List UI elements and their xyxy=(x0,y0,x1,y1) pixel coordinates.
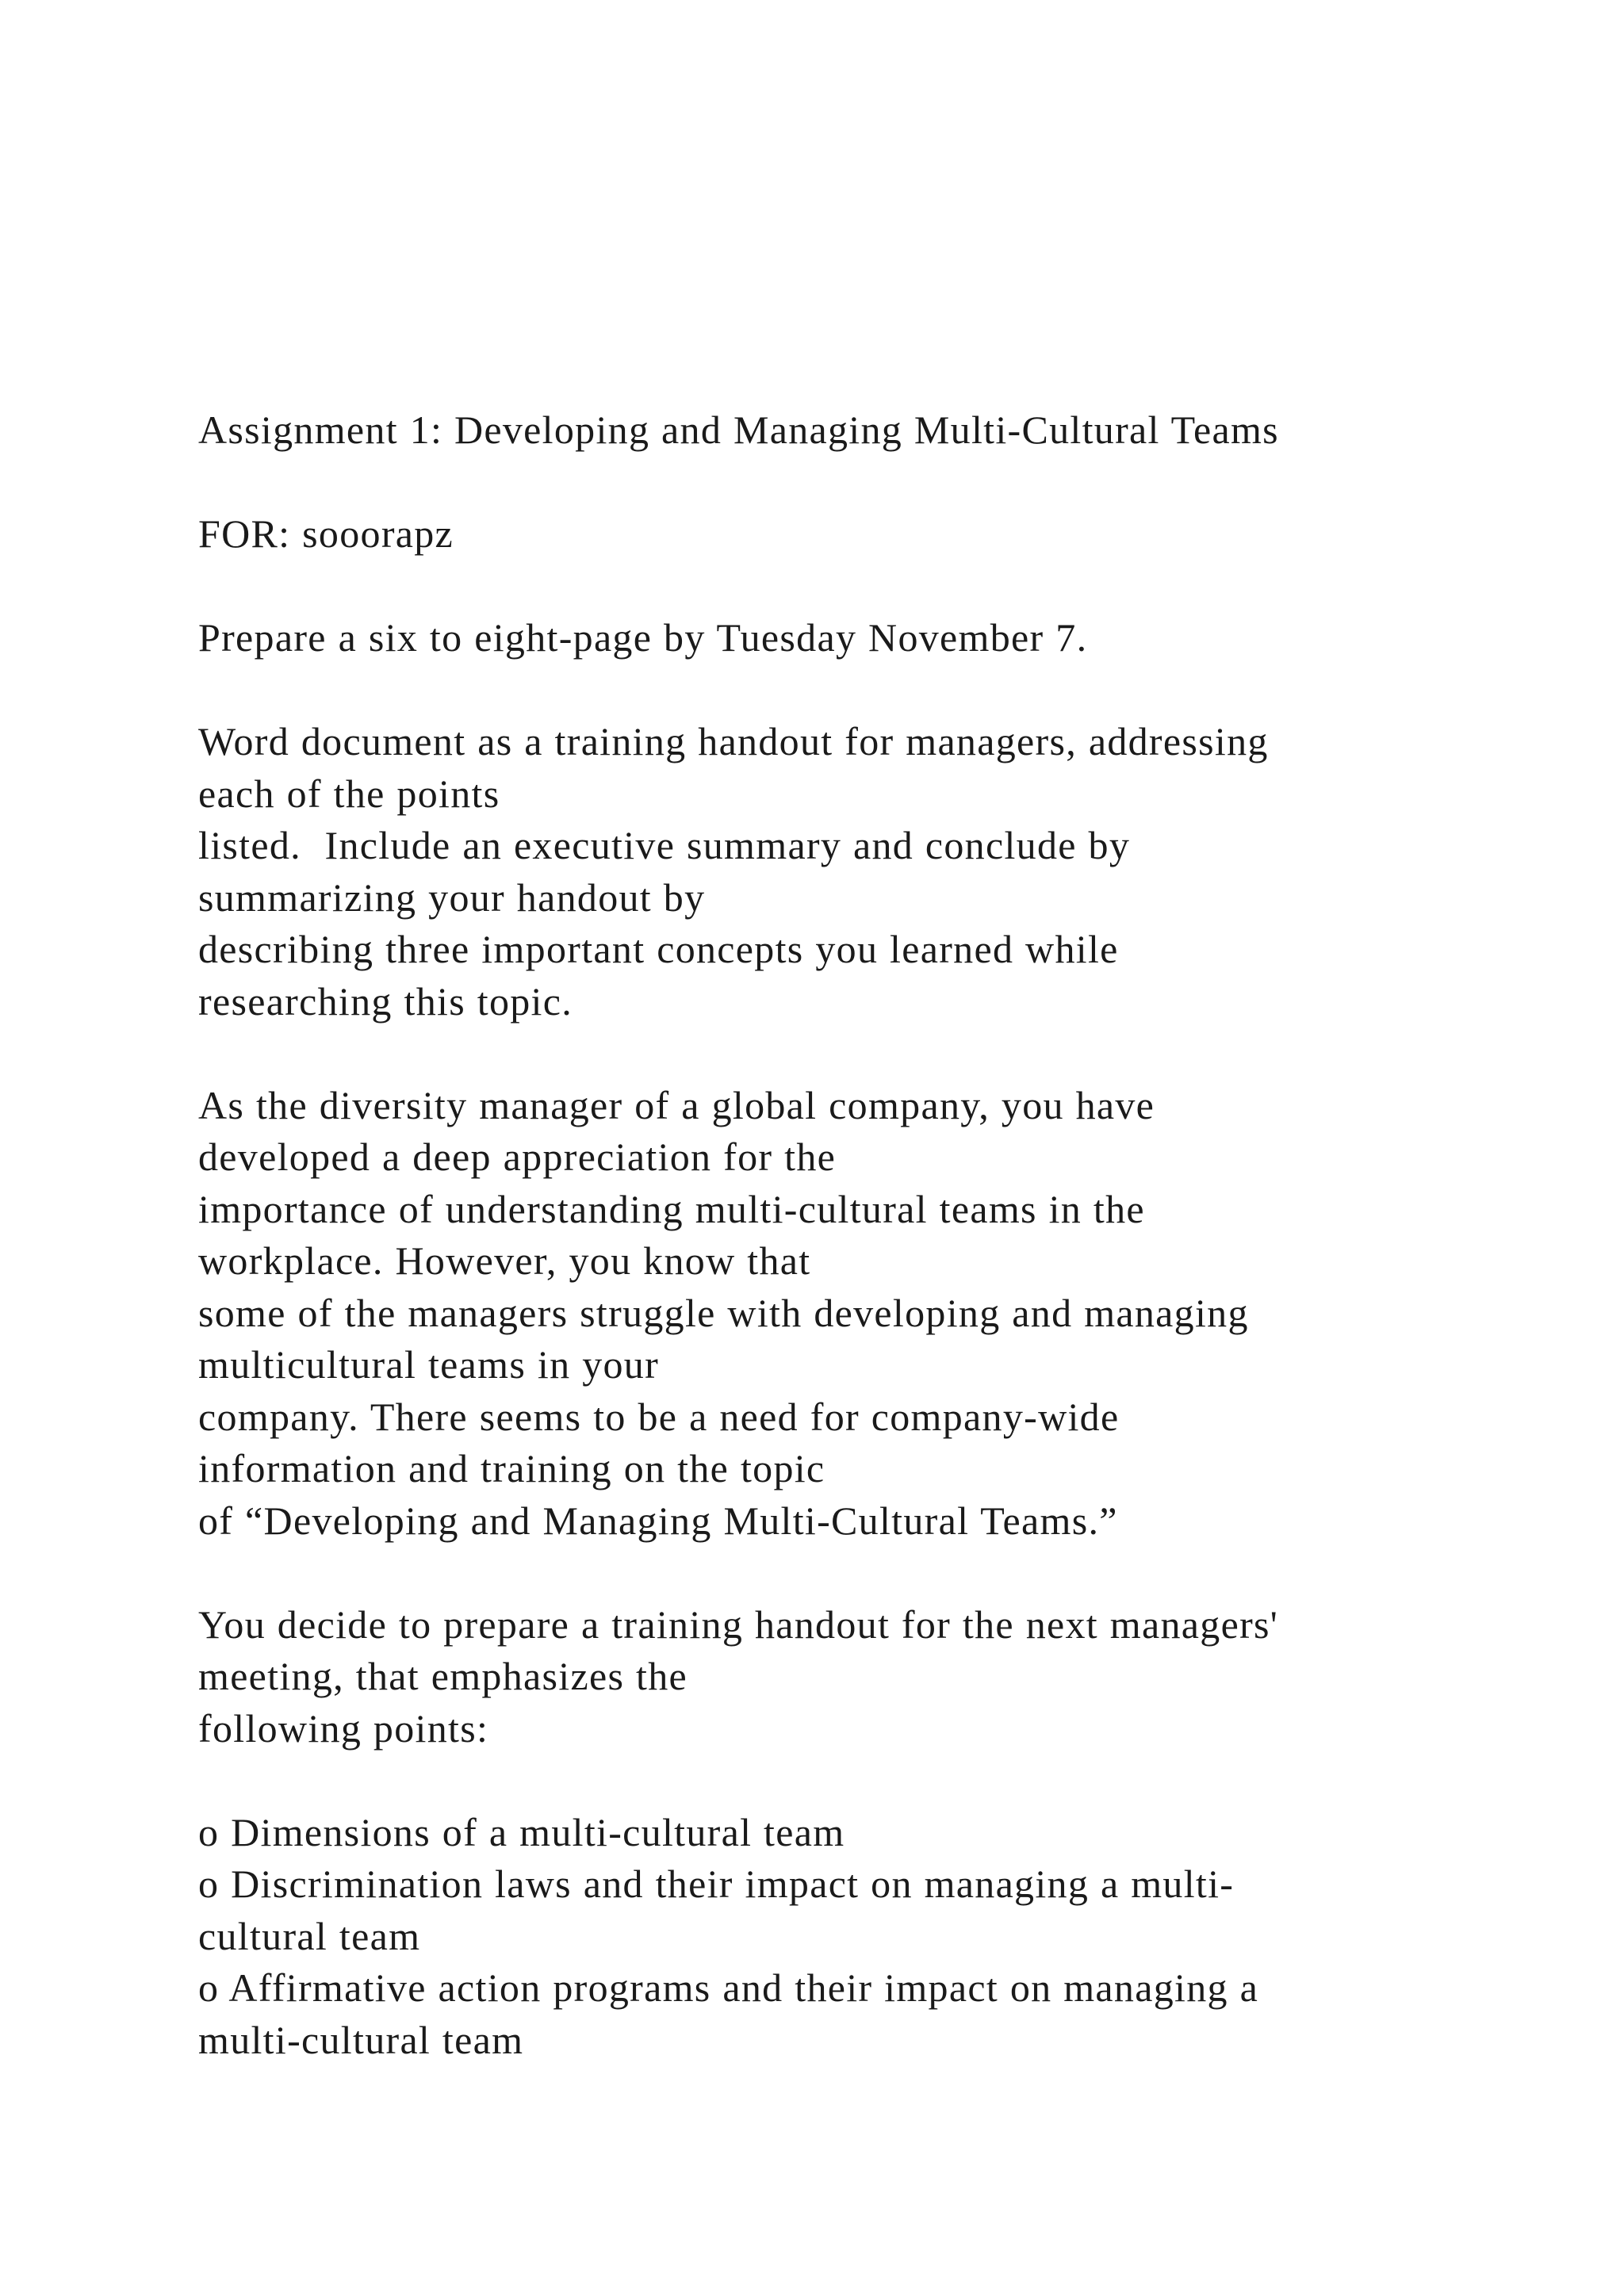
paragraph-line: meeting, that emphasizes the xyxy=(198,1654,688,1698)
paragraph-line: summarizing your handout by xyxy=(198,874,706,920)
document-body xyxy=(198,404,1499,2066)
paragraph-line: As the diversity manager of a global company, you have xyxy=(198,1082,1155,1127)
for-line: FOR: sooorapz xyxy=(198,511,454,556)
points-list xyxy=(198,1807,1499,2067)
paragraph-line: describing three important concepts you learned while xyxy=(198,927,1119,971)
paragraph-line: each of the points xyxy=(198,771,500,816)
paragraph-line: multicultural teams in your xyxy=(198,1342,660,1387)
intro-points-paragraph xyxy=(198,1599,1499,1755)
instructions-paragraph xyxy=(198,716,1499,1027)
paragraph-line: You decide to prepare a training handout for the next managers' xyxy=(198,1601,1279,1647)
deadline-line: Prepare a six to eight-page by Tuesday November 7. xyxy=(198,615,1088,660)
list-item: o Affirmative action programs and their impact on managing a xyxy=(198,1965,1259,2010)
scenario-paragraph xyxy=(198,1080,1499,1548)
list-item: multi-cultural team xyxy=(198,2017,524,2062)
paragraph-line: listed. Include an executive summary and conclude by xyxy=(198,823,1131,867)
blank-line xyxy=(198,457,1499,509)
blank-line xyxy=(198,664,1499,717)
paragraph-line: information and training on the topic xyxy=(198,1446,825,1490)
blank-line xyxy=(198,561,1499,613)
blank-line xyxy=(198,1755,1499,1807)
paragraph-line: company. There seems to be a need for company-wide xyxy=(198,1394,1120,1439)
paragraph-line: developed a deep appreciation for the xyxy=(198,1135,837,1179)
paragraph-line: researching this topic. xyxy=(198,978,573,1024)
list-item: cultural team xyxy=(198,1913,421,1958)
paragraph-line: importance of understanding multi-cultural teams in the xyxy=(198,1186,1145,1231)
paragraph-line: following points: xyxy=(198,1705,489,1751)
paragraph-line: workplace. However, you know that xyxy=(198,1238,811,1283)
list-item: o Discrimination laws and their impact on managing a multi- xyxy=(198,1862,1235,1906)
blank-line xyxy=(198,1027,1499,1080)
list-item: o Dimensions of a multi-cultural team xyxy=(198,1809,845,1854)
paragraph-line: some of the managers struggle with developing and managing xyxy=(198,1290,1249,1335)
blank-line xyxy=(198,1547,1499,1599)
paragraph-line: Word document as a training handout for managers, addressing xyxy=(198,719,1269,763)
paragraph-line: of “Developing and Managing Multi-Cultural Teams.” xyxy=(198,1498,1118,1543)
document-title: Assignment 1: Developing and Managing Multi-Cultural Teams xyxy=(198,408,1279,452)
